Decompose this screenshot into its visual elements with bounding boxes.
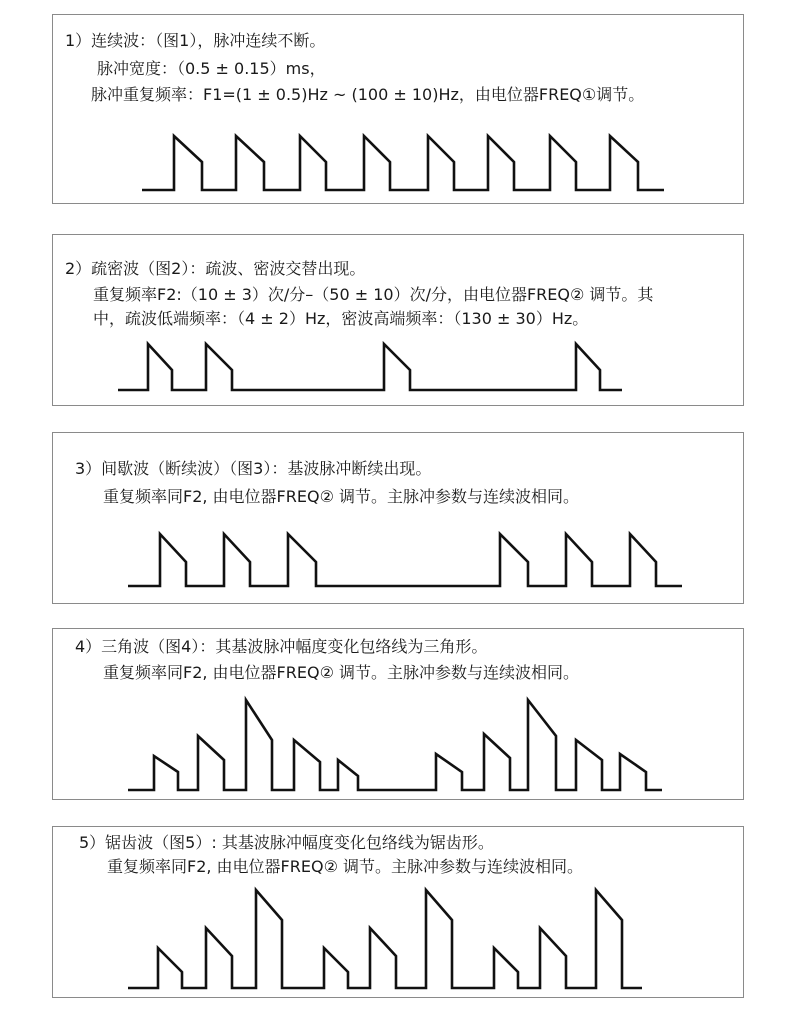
panel-text-line: 重复频率同F2, 由电位器FREQ② 调节。主脉冲参数与连续波相同。 (107, 857, 584, 876)
waveform-sawtooth (128, 890, 642, 988)
panel-title: 2）疏密波（图2）：疏波、密波交替出现。 (65, 259, 366, 278)
panel-title: 3）间歇波（断续波）（图3）：基波脉冲断续出现。 (75, 459, 432, 478)
panel-text-line: 重复频率同F2, 由电位器FREQ② 调节。主脉冲参数与连续波相同。 (103, 663, 580, 682)
waveform-burst (118, 344, 622, 390)
panel-title: 4）三角波（图4）：其基波脉冲幅度变化包络线为三角形。 (75, 637, 488, 656)
panel-title: 5）锯齿波（图5）: 其基波脉冲幅度变化包络线为锯齿形。 (79, 833, 494, 852)
panel-text-line: 脉冲宽度：（0.5 ± 0.15）ms， (97, 59, 326, 78)
waveform-triangle (128, 700, 662, 790)
panel-title: 1）连续波：（图1），脉冲连续不断。 (65, 31, 326, 50)
waveform-intermittent (128, 534, 682, 586)
waveform-continuous (142, 136, 664, 190)
panel-text-line: 中，疏波低端频率：（4 ± 2）Hz，密波高端频率：（130 ± 30）Hz。 (93, 309, 589, 328)
panel-text-line: 重复频率同F2, 由电位器FREQ② 调节。主脉冲参数与连续波相同。 (103, 487, 580, 506)
panel-text-line: 脉冲重复频率：F1=(1 ± 0.5)Hz ~ (100 ± 10)Hz，由电位器FREQ①调节。 (91, 85, 645, 104)
panel-text-line: 重复频率F2:（10 ± 3）次/分–（50 ± 10）次/分，由电位器FREQ② 调节。其 (93, 285, 654, 304)
